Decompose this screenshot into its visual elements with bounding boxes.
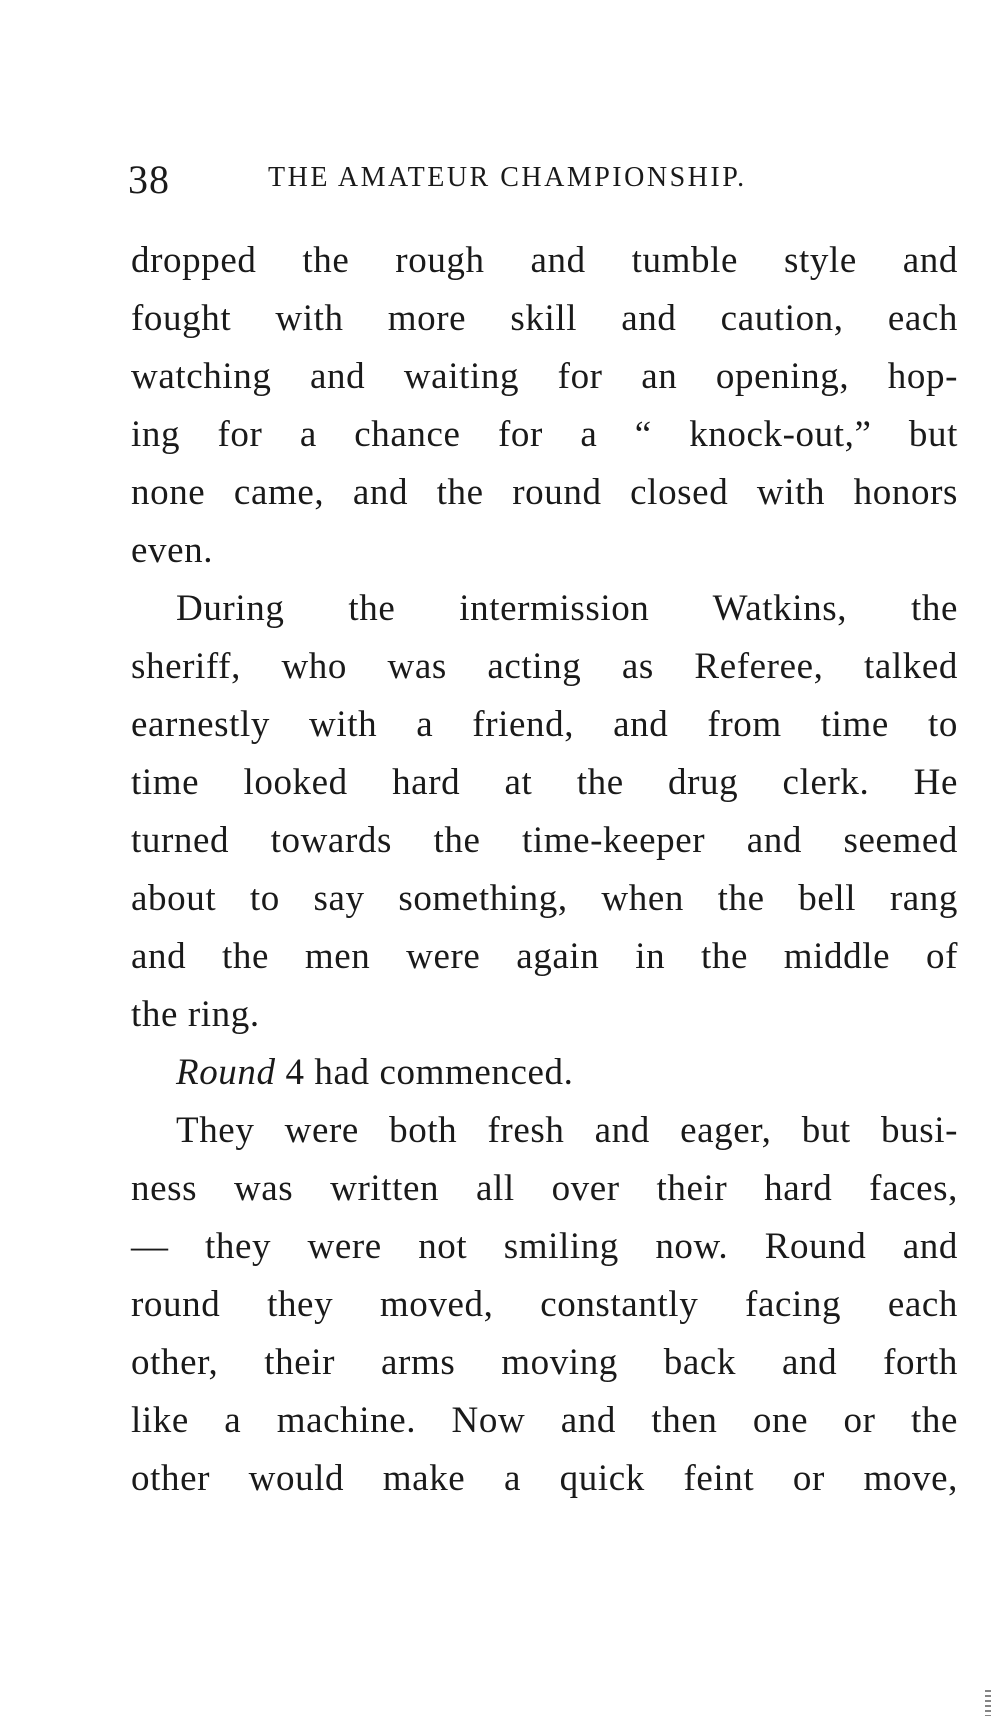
paragraph-3: [131, 1044, 958, 1102]
text-line: none came, and the round closed with honors: [131, 472, 958, 513]
text-line: other, their arms moving back and forth: [131, 1342, 958, 1383]
text-line: time looked hard at the drug clerk. He: [131, 762, 958, 803]
text-line: the ring.: [131, 994, 260, 1035]
text-line: — they were not smiling now. Round and: [131, 1226, 958, 1267]
text-line: watching and waiting for an opening, hop-: [131, 356, 958, 397]
text-line: ing for a chance for a “ knock-out,” but: [131, 414, 958, 455]
text-line: about to say something, when the bell rang: [131, 878, 958, 919]
text-line: and the men were again in the middle of: [131, 936, 958, 977]
paragraph-2: [131, 580, 958, 1044]
running-head: [128, 150, 958, 210]
text-line: even.: [131, 530, 214, 571]
text-line: During the intermission Watkins, the: [176, 588, 958, 629]
text-line: other would make a quick feint or move,: [131, 1458, 958, 1499]
text-line: round they moved, constantly facing each: [131, 1284, 958, 1325]
text-line: [131, 1044, 958, 1102]
scan-edge-mark: [985, 1690, 991, 1716]
text-line: like a machine. Now and then one or the: [131, 1400, 958, 1441]
page-number: 38: [128, 157, 170, 202]
paragraph-1: [131, 232, 958, 580]
text-line: ness was written all over their hard faces,: [131, 1168, 958, 1209]
text-line: dropped the rough and tumble style and: [131, 240, 958, 281]
text-line: fought with more skill and caution, each: [131, 298, 958, 339]
line-rest: 4 had commenced.: [275, 1052, 574, 1093]
text-line: sheriff, who was acting as Referee, talked: [131, 646, 958, 687]
body-text: [131, 232, 958, 1508]
text-line: earnestly with a friend, and from time to: [131, 704, 958, 745]
paragraph-4: [131, 1102, 958, 1508]
text-line: turned towards the time-keeper and seemed: [131, 820, 958, 861]
italic-word: Round: [176, 1052, 276, 1093]
text-line: They were both fresh and eager, but busi-: [176, 1110, 958, 1151]
running-title: THE AMATEUR CHAMPIONSHIP.: [268, 162, 747, 193]
